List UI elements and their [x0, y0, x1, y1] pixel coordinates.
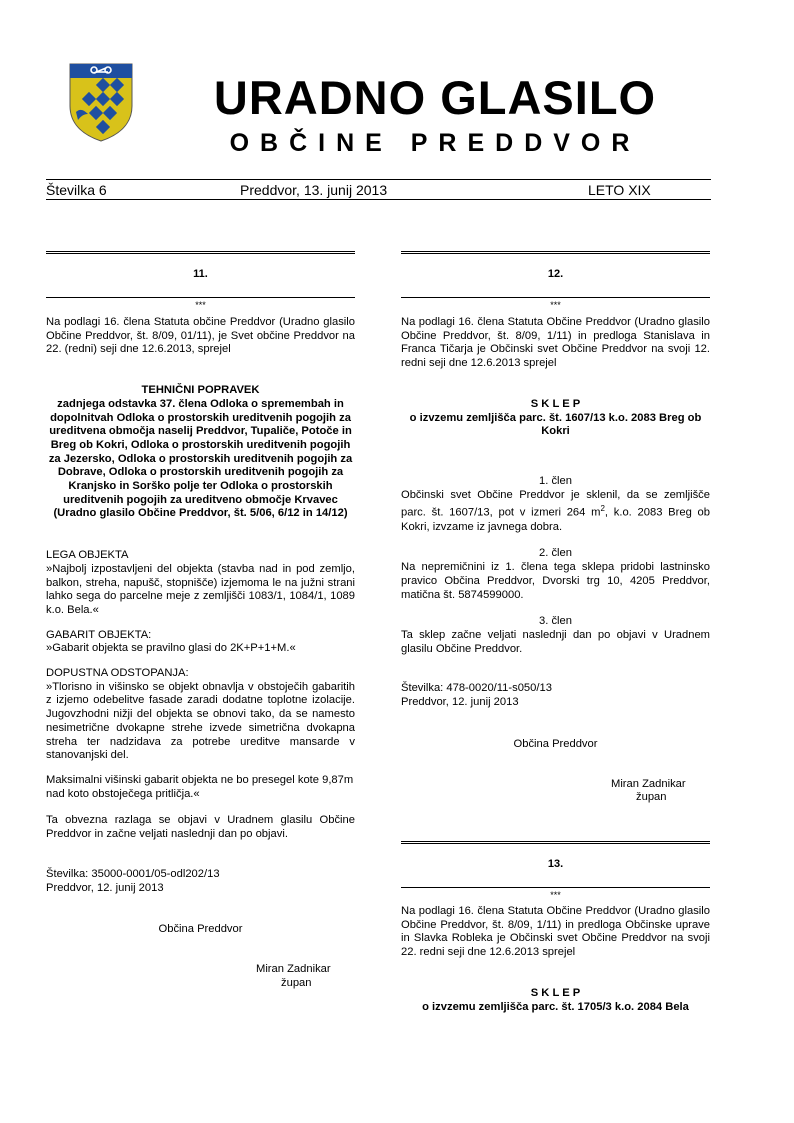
- clen-1-title: 1. člen: [539, 474, 572, 487]
- gabarit-text: »Gabarit objekta se pravilno glasi do 2K+P+1+M.«: [46, 642, 296, 655]
- lega-title: LEGA OBJEKTA: [46, 549, 129, 562]
- clen-1-sup: 2: [600, 504, 605, 514]
- lega-text: »Najbolj izpostavljeni del objekta (stavba nad in pod zemljo, balkon, streha, napušč, stopnišče) izjemoma le na južni strani lahko sega do parcelne meje z zemljišči 1083/1, 1084/1, 1089 k.o. Bela.«: [46, 562, 355, 616]
- section-12-intro: Na podlagi 16. člena Statuta Občine Preddvor (Uradno glasilo Občine Preddvor, št. 8/09, 1/11) in predloga Stanislava in Franca Tičarja je Občinski svet Občine Preddvor na svoji 12. redni seji dne 12.6.2013 sprejel: [401, 316, 710, 370]
- clen-1-text-b: , k.o. 2083 Breg ob Kokri, izvzame iz javnega dobra.: [401, 507, 710, 533]
- issue-place-date: Preddvor, 13. junij 2013: [240, 182, 388, 198]
- issue-year: LETO XIX: [588, 182, 651, 198]
- odstopanja-text: »Tlorisno in višinsko se objekt obnavlja v obstoječih gabaritih z izjemo odebelitve fasade zaradi dodatne toplotne izolacije. Jugovzhodni nižji del objekta se obnovi tako, da se namesto nesimetrične dvokapne strehe izvede simetrična dvokapna streha ter nadzidava za potrebe ureditve mansarde v stanovanjski del.: [46, 680, 355, 762]
- clen-1-text: [401, 489, 710, 535]
- section-11-signer: Miran Zadnikar: [256, 962, 331, 975]
- section-11-body: [46, 316, 355, 990]
- section-11-stevilka: Številka: 35000-0001/05-odl202/13: [46, 867, 220, 880]
- section-11-stars: ***: [195, 300, 206, 310]
- section-11-heading-body: zadnjega odstavka 37. člena Odloka o spremembah in dopolnitvah Odloka o prostorskih ureditvenih pogojih za ureditvena območja naselij Preddvor, Tupaliče, Potoče in Breg ob Kokri, Odloka o prostorskih ureditvenih pogojih za Jezersko, Odloka o prostorskih ureditvenih pogojih za Dobrave, Odloka o prostorskih ureditvenih pogojih za Kranjsko in Sorško polje ter Odloka o prostorskih ureditvenih pogojih za ureditveno območje Krvavec (Uradno glasilo Občine Preddvor, št. 5/06, 6/12 in 14/12): [48, 397, 353, 520]
- section-13-rule-bottom: [401, 887, 710, 888]
- section-11-role: župan: [281, 976, 312, 989]
- publication-title: URADNO GLASILO: [213, 71, 657, 124]
- header-rule-bottom: [46, 199, 711, 200]
- issue-number: Številka 6: [46, 182, 107, 198]
- section-11-closing: Ta obvezna razlaga se objavi v Uradnem glasilu Občine Preddvor in začne veljati naslednji dan po objavi.: [46, 814, 355, 841]
- section-12-signer: Miran Zadnikar: [611, 777, 686, 790]
- section-12-body: [401, 316, 710, 805]
- section-11-date: Preddvor, 12. junij 2013: [46, 881, 164, 894]
- section-11-rule-bottom: [46, 297, 355, 298]
- section-11-org: Občina Preddvor: [158, 923, 243, 936]
- section-13-body: [401, 905, 710, 1014]
- section-12-number: 12.: [547, 268, 564, 280]
- section-11-number: 11.: [193, 268, 208, 280]
- header-rule-top: [46, 179, 711, 180]
- section-12-stevilka: Številka: 478-0020/11-s050/13: [401, 682, 552, 695]
- section-12-org: Občina Preddvor: [513, 737, 598, 750]
- section-13-sklep-body: o izvzemu zemljišča parc. št. 1705/3 k.o. 2084 Bela: [422, 1000, 689, 1013]
- section-12-sklep-body: o izvzemu zemljišča parc. št. 1607/13 k.o. 2083 Breg ob Kokri: [409, 411, 702, 438]
- section-11-heading: TEHNIČNI POPRAVEK: [141, 384, 260, 397]
- clen-3-text: Ta sklep začne veljati naslednji dan po objavi v Uradnem glasilu Občine Preddvor.: [401, 628, 710, 655]
- section-13-rule-top: [401, 841, 710, 844]
- section-12-role: župan: [636, 791, 667, 804]
- section-12-date: Preddvor, 12. junij 2013: [401, 696, 519, 709]
- section-11-rule-top: [46, 251, 355, 254]
- clen-2-title: 2. člen: [539, 547, 572, 560]
- clen-3-title: 3. člen: [539, 615, 572, 628]
- section-12-rule-top: [401, 251, 710, 254]
- section-12-rule-bottom: [401, 297, 710, 298]
- gabarit-title: GABARIT OBJEKTA:: [46, 628, 152, 641]
- municipality-crest-logo: [68, 62, 134, 142]
- odstopanja-title: DOPUSTNA ODSTOPANJA:: [46, 667, 189, 680]
- clen-2-text: Na nepremičnini iz 1. člena tega sklepa pridobi lastninsko pravico Občina Preddvor, Dvorski trg 10, 4205 Preddvor, matična št. 5874599000.: [401, 561, 710, 601]
- publication-subtitle: OBČINE PREDDVOR: [229, 129, 641, 157]
- section-11-intro: Na podlagi 16. člena Statuta občine Preddvor (Uradno glasilo Občine Preddvor, št. 8/09, 01/11), je Svet občine Preddvor na 22. (redni) seji dne 12.6.2013, sprejel: [46, 316, 355, 356]
- section-12-stars: ***: [550, 300, 561, 310]
- section-13-stars: ***: [550, 890, 561, 900]
- section-13-number: 13.: [547, 858, 564, 870]
- section-13-sklep-title: S K L E P: [530, 986, 581, 999]
- section-12-sklep-title: S K L E P: [530, 397, 581, 410]
- section-13-intro: Na podlagi 16. člena Statuta Občine Preddvor (Uradno glasilo Občine Preddvor, št. 8/09, 1/11) in predloga Občinske uprave in Slavka Robleka je Občinski svet Občine Preddvor na svoji 22. redni seji dne 12.6.2013 sprejel: [401, 905, 710, 959]
- clen-1-text-a: Občinski svet Občine Preddvor je sklenil, da se zemljišče parc. št. 1607/13, pot v izmeri 264 m: [401, 488, 710, 520]
- max-height-text: Maksimalni višinski gabarit objekta ne bo presegel kote 9,87m nad koto obstoječega pritličja.«: [46, 773, 354, 800]
